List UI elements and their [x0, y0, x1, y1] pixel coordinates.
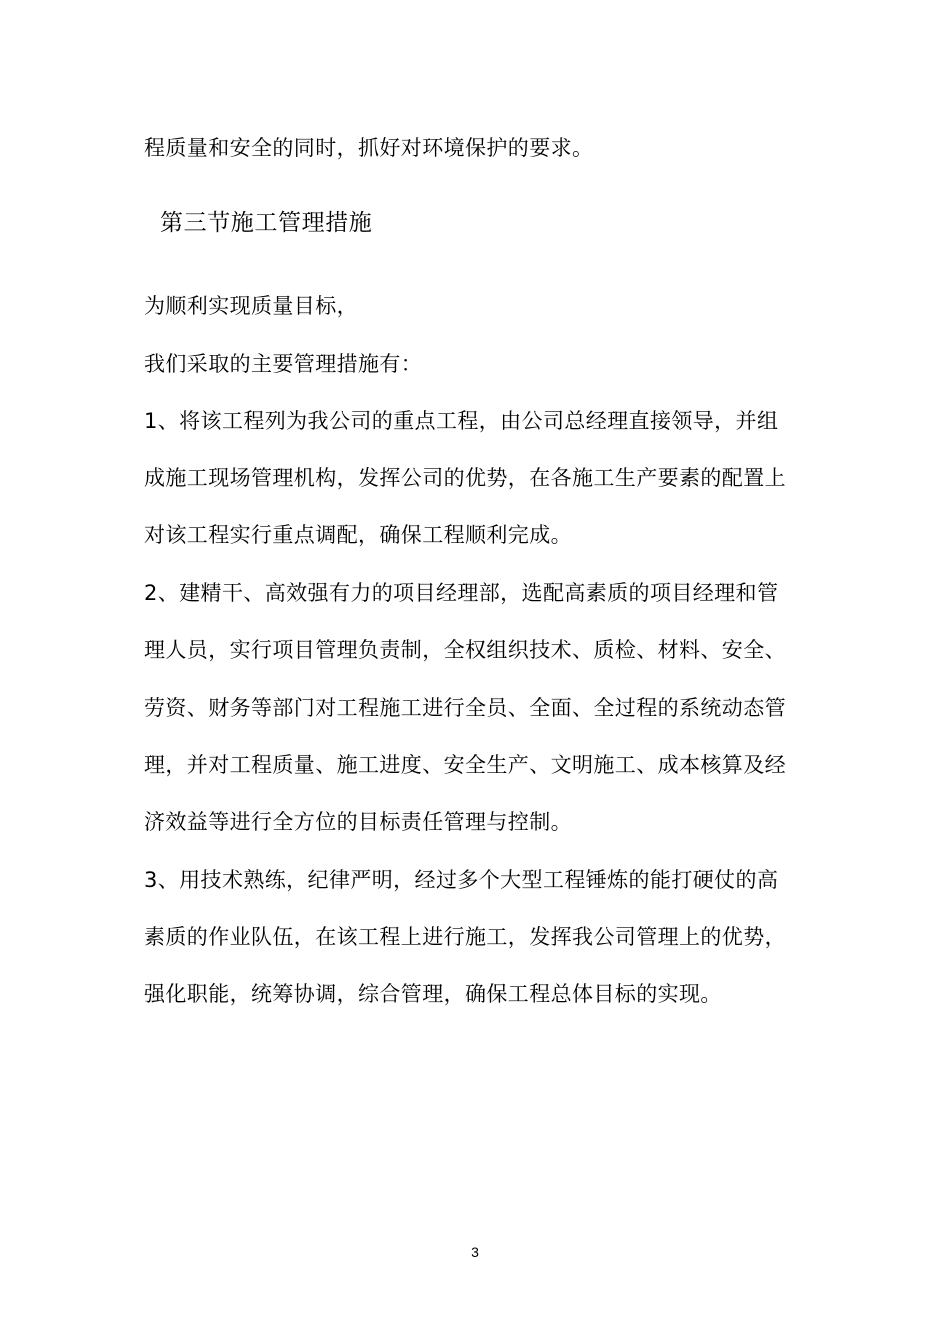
list-item-2-line: 济效益等进行全方位的目标责任管理与控制。 [144, 810, 572, 834]
body-text-line: 程质量和安全的同时，抓好对环境保护的要求。 [144, 136, 594, 160]
list-item-3-line: 强化职能，统筹协调，综合管理，确保工程总体目标的实现。 [144, 982, 722, 1006]
list-item-1-line: 成施工现场管理机构，发挥公司的优势，在各施工生产要素的配置上 [144, 466, 786, 490]
list-item-2-line: 劳资、财务等部门对工程施工进行全员、全面、全过程的系统动态管 [144, 696, 786, 720]
list-item-2-line: 2、建精干、高效强有力的项目经理部，选配高素质的项目经理和管 [144, 581, 779, 605]
list-item-3-line: 素质的作业队伍，在该工程上进行施工，发挥我公司管理上的优势， [144, 925, 786, 949]
section-heading: 第三节施工管理措施 [160, 210, 373, 236]
list-item-2-line: 理，并对工程质量、施工进度、安全生产、文明施工、成本核算及经 [144, 753, 786, 777]
list-item-3-line: 3、用技术熟练，纪律严明，经过多个大型工程锤炼的能打硬仗的高 [144, 868, 779, 892]
page-number: 3 [471, 1244, 479, 1260]
list-item-1-line: 对该工程实行重点调配，确保工程顺利完成。 [144, 523, 572, 547]
body-text-line: 为顺利实现质量目标， [144, 294, 358, 318]
body-text-line: 我们采取的主要管理措施有： [144, 352, 423, 376]
list-item-1-line: 1、将该工程列为我公司的重点工程，由公司总经理直接领导，并组 [144, 409, 779, 433]
list-item-2-line: 理人员，实行项目管理负责制，全权组织技术、质检、材料、安全、 [144, 638, 786, 662]
